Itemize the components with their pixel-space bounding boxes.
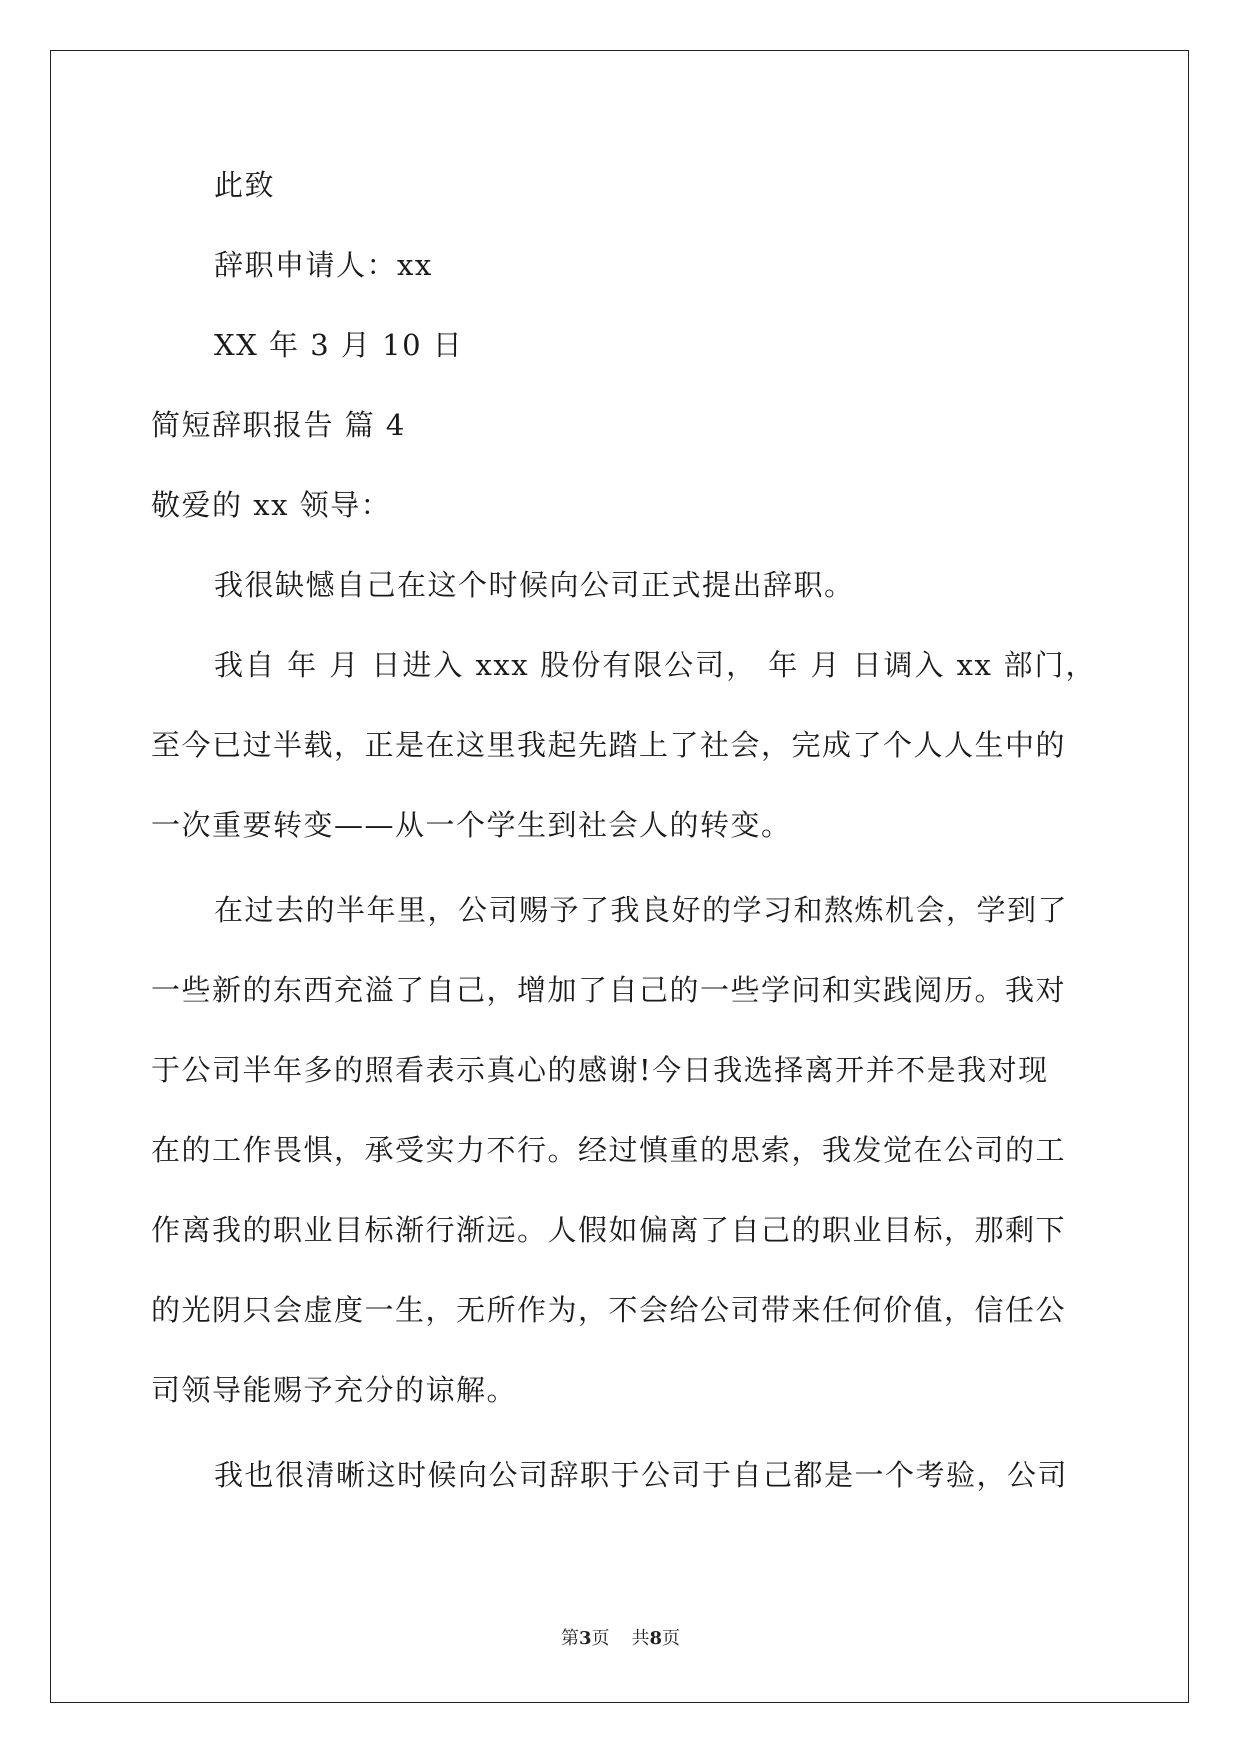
paragraph-line: 我自 年 月 日进入 xxx 股份有限公司， 年 月 日调入 xx 部门， bbox=[214, 648, 1096, 682]
paragraph-line: 司领导能赐予充分的谅解。 bbox=[151, 1373, 518, 1407]
paragraph-line: 在过去的半年里，公司赐予了我良好的学习和熬炼机会，学到了 bbox=[214, 893, 1069, 927]
greeting-line: 敬爱的 xx 领导： bbox=[151, 488, 392, 522]
paragraph-line: 至今已过半载，正是在这里我起先踏上了社会，完成了个人人生中的 bbox=[151, 728, 1067, 762]
page-suffix: 页 bbox=[591, 1628, 610, 1649]
date-line: XX 年 3 月 10 日 bbox=[214, 328, 464, 362]
total-suffix: 页 bbox=[662, 1628, 681, 1649]
paragraph-line: 在的工作畏惧，承受实力不行。经过慎重的思索，我发觉在公司的工 bbox=[151, 1133, 1067, 1167]
current-page-number: 3 bbox=[578, 1628, 592, 1649]
page-prefix: 第 bbox=[560, 1628, 579, 1649]
total-prefix: 共 bbox=[631, 1628, 650, 1649]
paragraph-line: 我很缺憾自己在这个时候向公司正式提出辞职。 bbox=[214, 568, 855, 602]
applicant-line: 辞职申请人：xx bbox=[214, 248, 433, 282]
paragraph-line: 一次重要转变——从一个学生到社会人的转变。 bbox=[151, 808, 792, 842]
total-page-count: 8 bbox=[649, 1628, 663, 1649]
paragraph-line: 作离我的职业目标渐行渐远。人假如偏离了自己的职业目标，那剩下 bbox=[151, 1213, 1067, 1247]
paragraph-line: 的光阴只会虚度一生，无所作为，不会给公司带来任何价值，信任公 bbox=[151, 1293, 1067, 1327]
paragraph-line: 于公司半年多的照看表示真心的感谢!今日我选择离开并不是我对现 bbox=[151, 1053, 1049, 1087]
section-heading: 简短辞职报告 篇 4 bbox=[151, 408, 406, 442]
page-footer bbox=[0, 1624, 1241, 1650]
paragraph-line: 我也很清晰这时候向公司辞职于公司于自己都是一个考验，公司 bbox=[214, 1458, 1069, 1492]
closing-salutation: 此致 bbox=[214, 168, 276, 202]
paragraph-line: 一些新的东西充溢了自己，增加了自己的一些学问和实践阅历。我对 bbox=[151, 973, 1067, 1007]
